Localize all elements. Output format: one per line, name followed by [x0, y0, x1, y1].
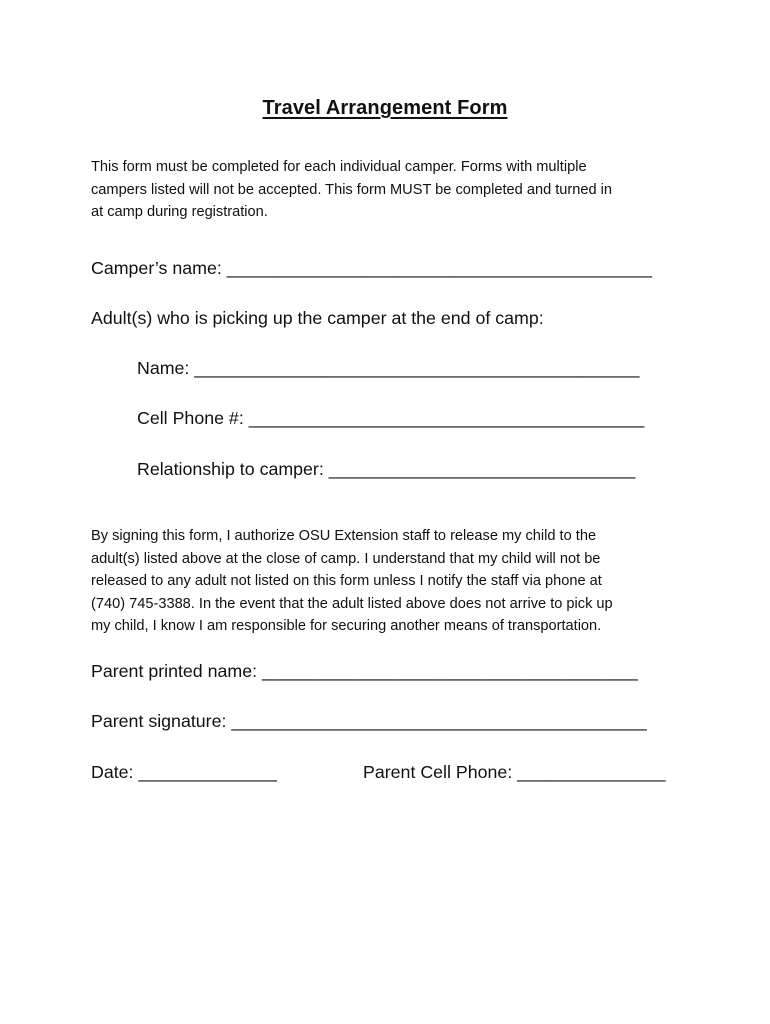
pickup-heading: Adult(s) who is picking up the camper at the end of camp:	[91, 308, 544, 328]
parent-printed-name-label: Parent printed name:	[91, 661, 258, 681]
intro-line: campers listed will not be accepted. This form MUST be completed and turned in	[91, 181, 613, 198]
pickup-cell-label: Cell Phone #:	[137, 408, 244, 428]
form-title: Travel Arrangement Form	[262, 97, 508, 119]
camper-name-blank[interactable]: ___________________________________________	[226, 258, 652, 278]
date-field[interactable]	[91, 761, 277, 783]
date-label: Date:	[91, 762, 134, 782]
consent-line: (740) 745-3388. In the event that the adult listed above does not arrive to pick up	[91, 595, 613, 612]
parent-signature-blank[interactable]: __________________________________________	[231, 711, 647, 731]
parent-cell-phone-field[interactable]	[363, 761, 666, 783]
consent-line: released to any adult not listed on this form unless I notify the staff via phone at	[91, 573, 602, 589]
pickup-relationship-blank[interactable]: _______________________________	[328, 459, 636, 479]
pickup-relationship-label: Relationship to camper:	[137, 459, 324, 479]
consent-line: my child, I know I am responsible for securing another means of transportation.	[91, 618, 602, 634]
pickup-name-field[interactable]	[137, 357, 639, 379]
camper-name-label: Camper’s name:	[91, 258, 222, 278]
pickup-name-label: Name:	[137, 358, 190, 378]
parent-printed-name-field[interactable]	[91, 660, 638, 682]
camper-name-field[interactable]	[91, 257, 652, 279]
parent-signature-field[interactable]	[91, 710, 647, 732]
date-blank[interactable]: ______________	[138, 762, 277, 782]
pickup-cell-blank[interactable]: ________________________________________	[248, 408, 645, 428]
intro-line: This form must be completed for each individual camper. Forms with multiple	[91, 159, 587, 175]
parent-printed-name-blank[interactable]: ______________________________________	[262, 661, 638, 681]
intro-paragraph	[91, 156, 691, 224]
consent-paragraph	[91, 525, 691, 638]
parent-signature-label: Parent signature:	[91, 711, 227, 731]
pickup-cell-field[interactable]	[137, 407, 644, 429]
pickup-relationship-field[interactable]	[137, 458, 635, 480]
pickup-name-blank[interactable]: _____________________________________________	[194, 358, 640, 378]
consent-line: By signing this form, I authorize OSU Extension staff to release my child to the	[91, 528, 597, 544]
intro-line: at camp during registration.	[91, 204, 268, 220]
parent-cell-phone-blank[interactable]: _______________	[517, 762, 666, 782]
consent-line: adult(s) listed above at the close of camp. I understand that my child will not be	[91, 550, 601, 567]
parent-cell-phone-label: Parent Cell Phone:	[363, 762, 513, 782]
